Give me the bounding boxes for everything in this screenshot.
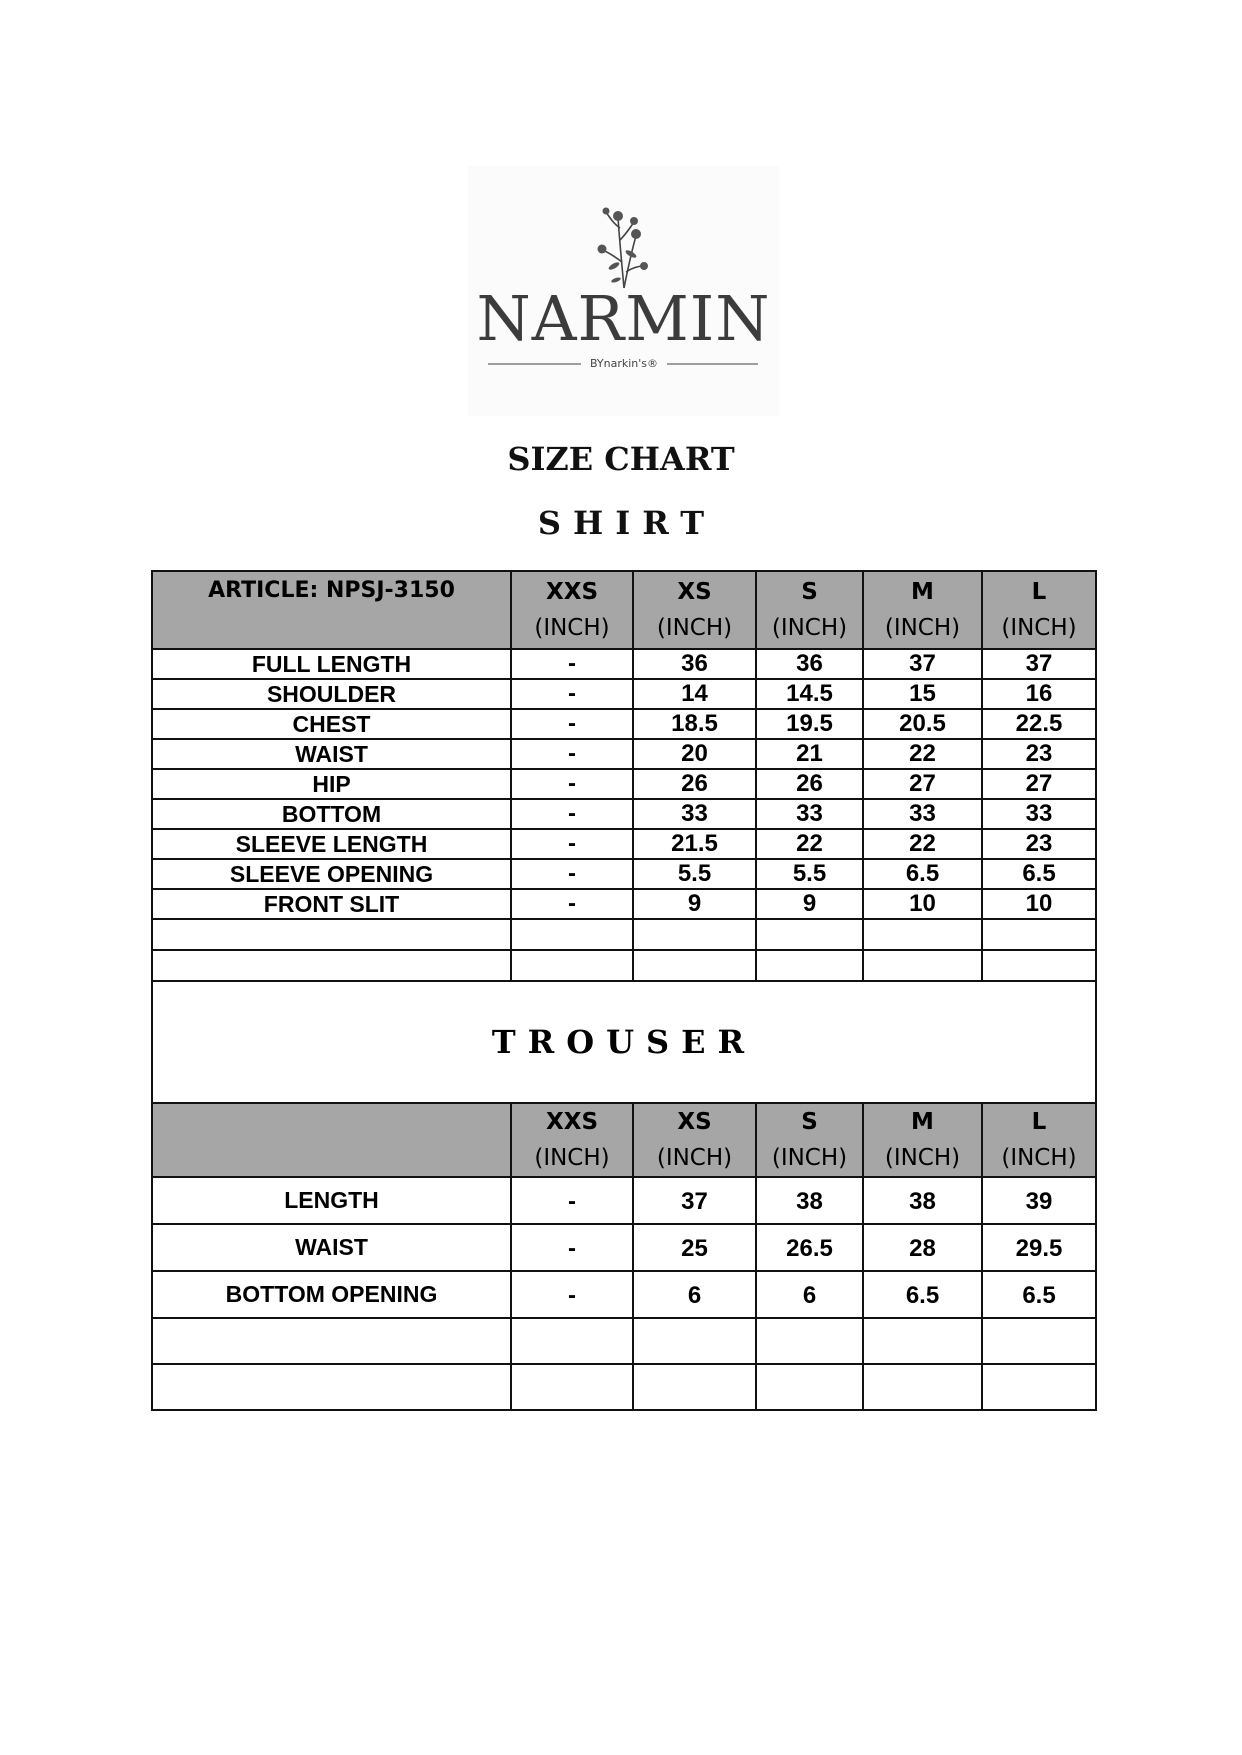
table-cell: 37	[863, 649, 982, 679]
table-cell: 33	[633, 799, 756, 829]
size-header: XXS (INCH)	[511, 1103, 633, 1177]
brand-subline: BYnarkin's®	[589, 357, 659, 370]
table-row	[152, 829, 1096, 859]
measure-label: CHEST	[152, 709, 511, 739]
size-header: XS (INCH)	[633, 1103, 756, 1177]
table-row	[152, 889, 1096, 919]
table-cell: 9	[756, 889, 863, 919]
table-cell: 33	[982, 799, 1096, 829]
table-cell: 14.5	[756, 679, 863, 709]
table-cell: 5.5	[633, 859, 756, 889]
table-cell: 33	[863, 799, 982, 829]
shirt-section-title: SHIRT	[537, 504, 717, 542]
size-header: XXS (INCH)	[511, 571, 633, 649]
trouser-title-row	[152, 981, 1096, 1103]
table-cell: 6.5	[863, 1271, 982, 1318]
table-cell: -	[511, 799, 633, 829]
trouser-section-title: TROUSER	[152, 981, 1096, 1103]
table-cell: -	[511, 709, 633, 739]
measure-label: FULL LENGTH	[152, 649, 511, 679]
table-cell: 9	[633, 889, 756, 919]
table-cell: 38	[756, 1177, 863, 1224]
measure-label: SLEEVE OPENING	[152, 859, 511, 889]
table-header-row	[152, 1103, 1096, 1177]
table-cell: -	[511, 769, 633, 799]
table-row	[152, 1224, 1096, 1271]
table-cell: -	[511, 1177, 633, 1224]
measure-label: SHOULDER	[152, 679, 511, 709]
table-cell: 37	[982, 649, 1096, 679]
table-cell: 6	[633, 1271, 756, 1318]
table-cell: 16	[982, 679, 1096, 709]
table-cell: 22.5	[982, 709, 1096, 739]
empty-row	[152, 950, 1096, 981]
size-header: XS (INCH)	[633, 571, 756, 649]
table-cell: 22	[756, 829, 863, 859]
measure-label: HIP	[152, 769, 511, 799]
size-header: M (INCH)	[863, 571, 982, 649]
table-row	[152, 1271, 1096, 1318]
table-cell: 22	[863, 739, 982, 769]
table-cell: 25	[633, 1224, 756, 1271]
table-row	[152, 799, 1096, 829]
table-row	[152, 649, 1096, 679]
table-row	[152, 709, 1096, 739]
table-row	[152, 679, 1096, 709]
table-cell: 23	[982, 739, 1096, 769]
table-cell: 26.5	[756, 1224, 863, 1271]
table-cell: -	[511, 859, 633, 889]
table-cell: 23	[982, 829, 1096, 859]
table-cell: -	[511, 1271, 633, 1318]
table-cell: 27	[863, 769, 982, 799]
table-cell: 21.5	[633, 829, 756, 859]
table-cell: 6.5	[982, 859, 1096, 889]
size-header: L (INCH)	[982, 571, 1096, 649]
size-header: S (INCH)	[756, 571, 863, 649]
table-cell: 10	[982, 889, 1096, 919]
table-cell: 28	[863, 1224, 982, 1271]
table-cell: 39	[982, 1177, 1096, 1224]
brand-logo	[468, 166, 779, 416]
table-cell: 33	[756, 799, 863, 829]
table-cell: 27	[982, 769, 1096, 799]
table-cell: 37	[633, 1177, 756, 1224]
table-cell: 5.5	[756, 859, 863, 889]
measure-label: SLEEVE LENGTH	[152, 829, 511, 859]
table-cell: 20	[633, 739, 756, 769]
table-cell: 21	[756, 739, 863, 769]
table-cell: 26	[633, 769, 756, 799]
shirt-size-table	[151, 570, 1097, 1411]
size-header: M (INCH)	[863, 1103, 982, 1177]
measure-label: BOTTOM	[152, 799, 511, 829]
table-cell: 22	[863, 829, 982, 859]
measure-label: BOTTOM OPENING	[152, 1271, 511, 1318]
table-row	[152, 1177, 1096, 1224]
empty-row	[152, 1318, 1096, 1364]
table-cell: 6.5	[863, 859, 982, 889]
table-cell: 26	[756, 769, 863, 799]
blank-header-cell	[152, 1103, 511, 1177]
table-cell: 36	[633, 649, 756, 679]
table-header-row	[152, 571, 1096, 649]
table-cell: 15	[863, 679, 982, 709]
table-cell: -	[511, 679, 633, 709]
article-label: ARTICLE: NPSJ-3150	[152, 571, 511, 649]
size-header: L (INCH)	[982, 1103, 1096, 1177]
table-row	[152, 739, 1096, 769]
measure-label: LENGTH	[152, 1177, 511, 1224]
table-cell: -	[511, 829, 633, 859]
measure-label: FRONT SLIT	[152, 889, 511, 919]
table-row	[152, 859, 1096, 889]
table-row	[152, 769, 1096, 799]
table-cell: 14	[633, 679, 756, 709]
table-cell: -	[511, 649, 633, 679]
table-cell: 29.5	[982, 1224, 1096, 1271]
table-cell: -	[511, 1224, 633, 1271]
table-cell: 10	[863, 889, 982, 919]
table-cell: -	[511, 889, 633, 919]
table-cell: 6.5	[982, 1271, 1096, 1318]
table-cell: -	[511, 739, 633, 769]
table-cell: 18.5	[633, 709, 756, 739]
table-cell: 19.5	[756, 709, 863, 739]
measure-label: WAIST	[152, 1224, 511, 1271]
table-cell: 36	[756, 649, 863, 679]
table-cell: 6	[756, 1271, 863, 1318]
size-header: S (INCH)	[756, 1103, 863, 1177]
page-title: SIZE CHART	[507, 440, 735, 478]
brand-name: NARMIN	[476, 282, 771, 355]
empty-row	[152, 1364, 1096, 1410]
measure-label: WAIST	[152, 739, 511, 769]
table-cell: 38	[863, 1177, 982, 1224]
empty-row	[152, 919, 1096, 950]
table-cell: 20.5	[863, 709, 982, 739]
